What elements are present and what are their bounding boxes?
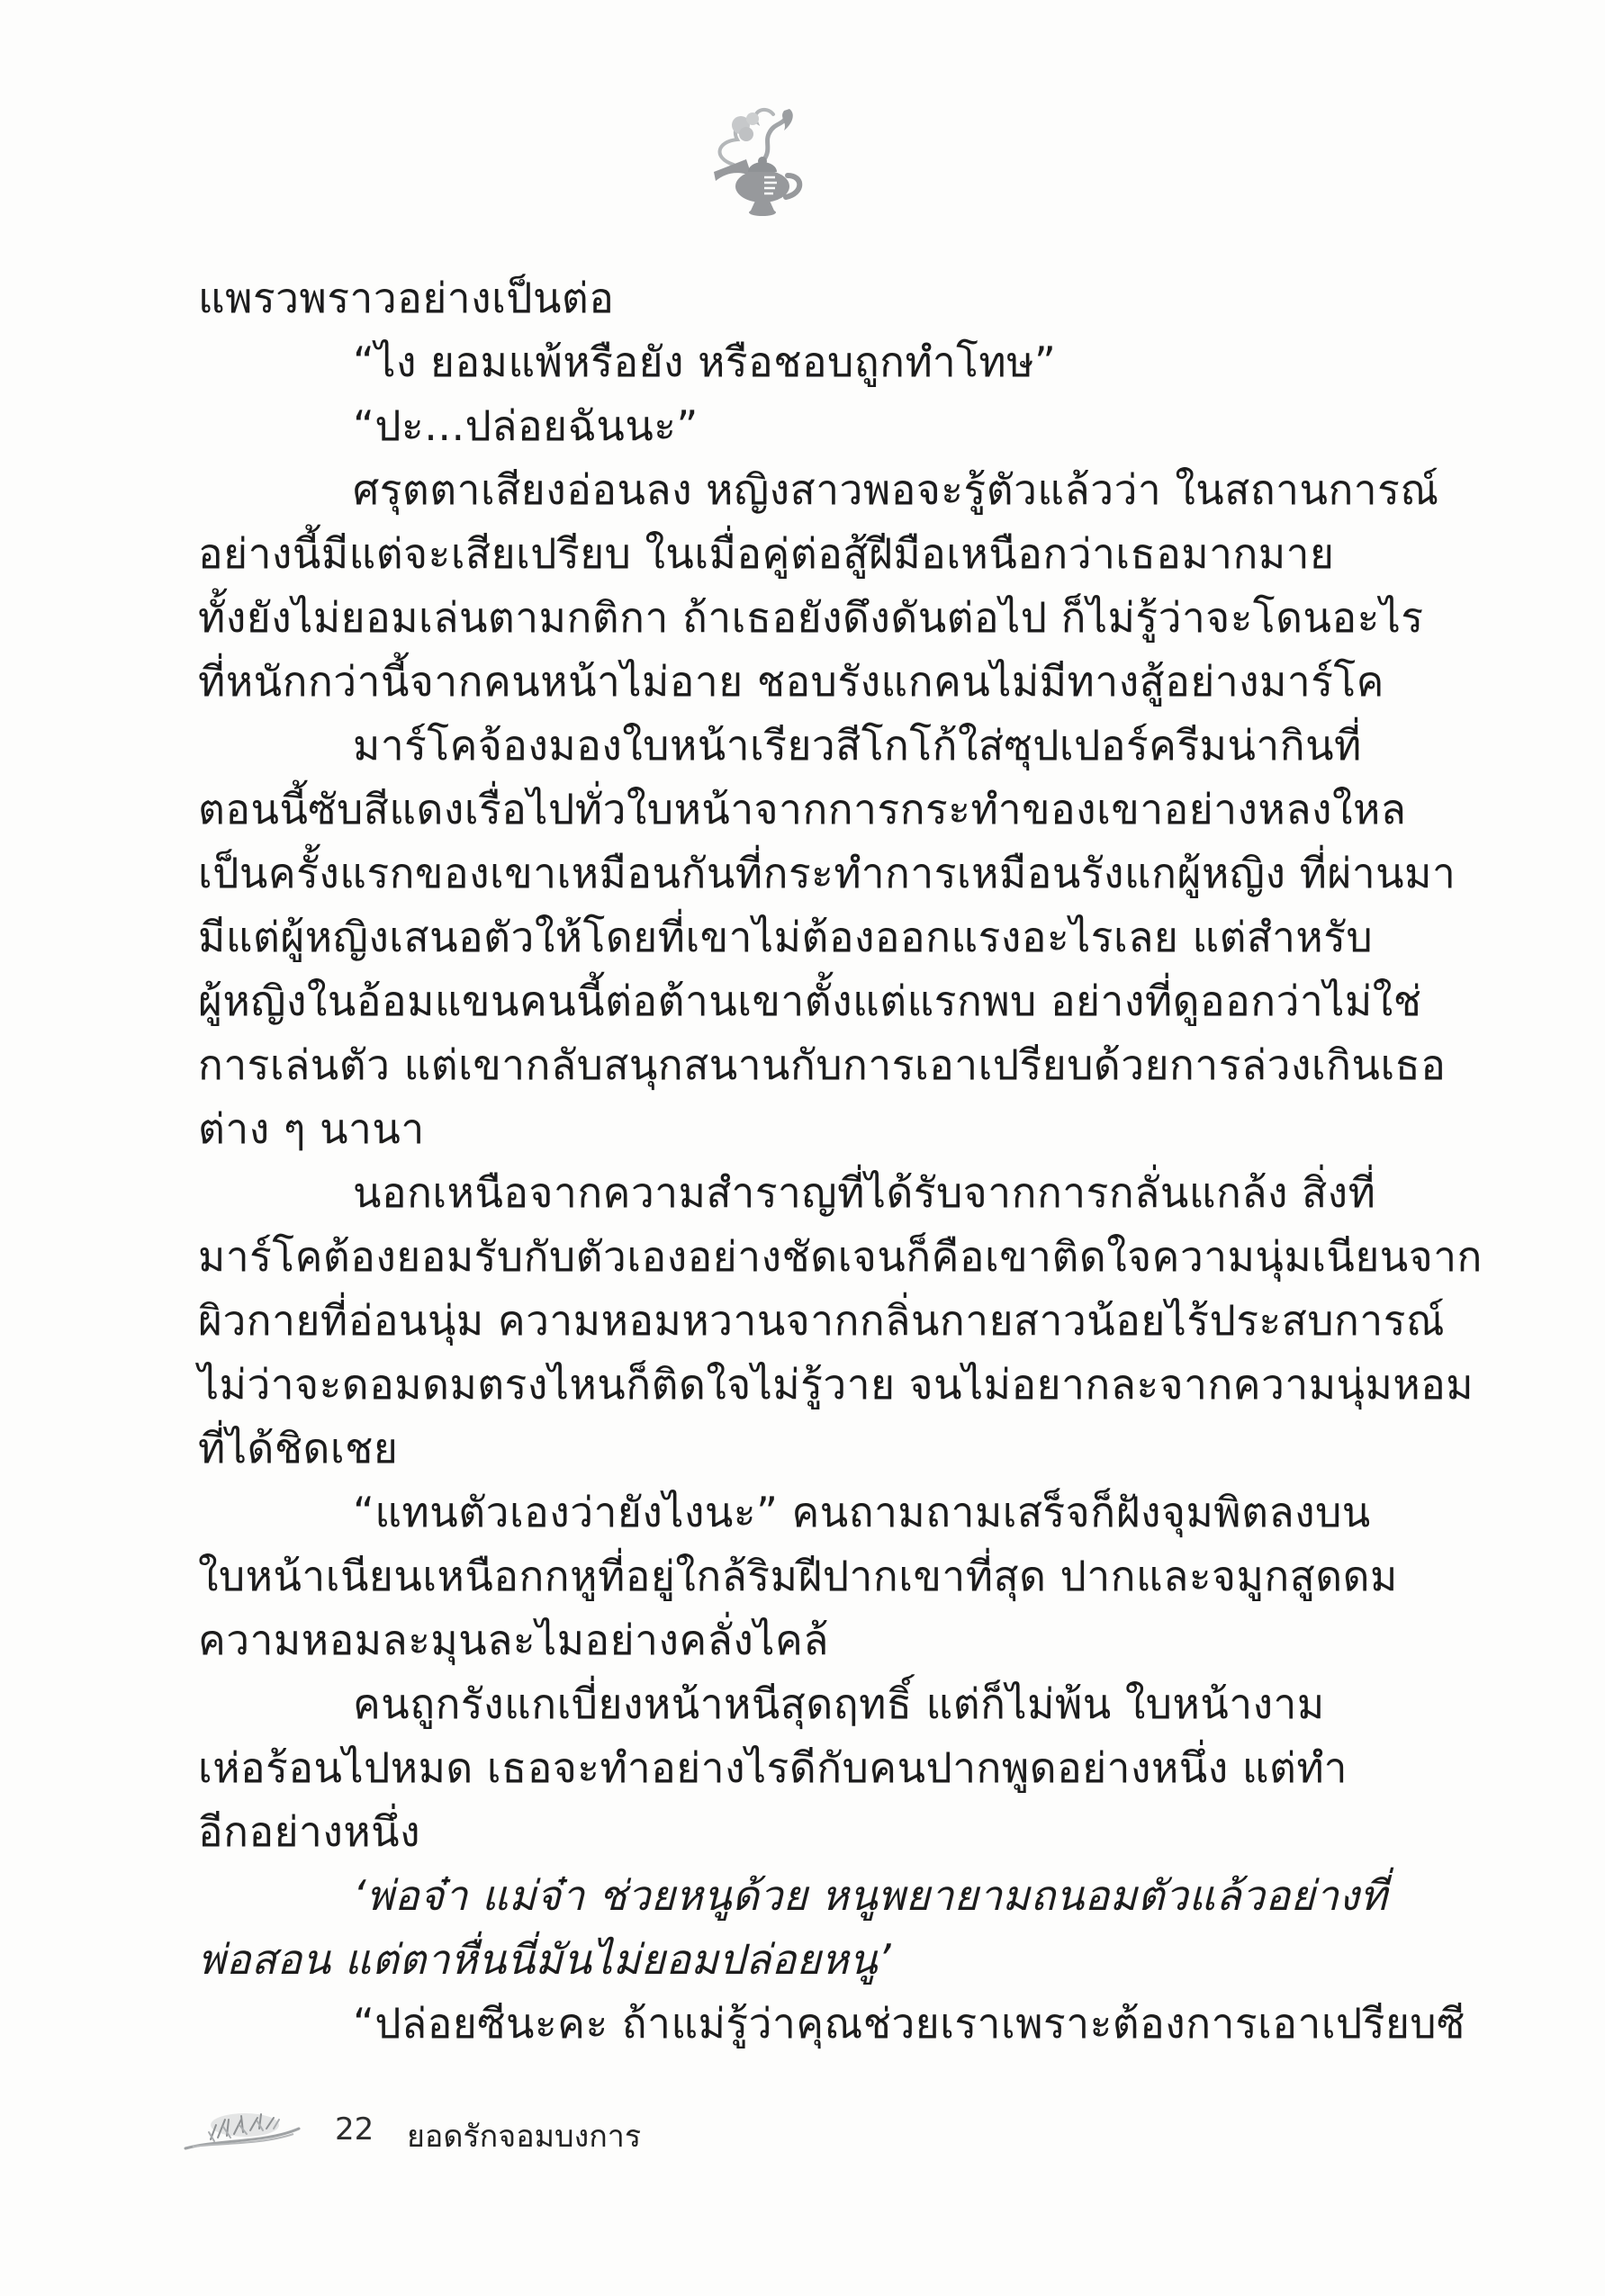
text-line: อีกอย่างหนึ่ง [198, 1807, 421, 1856]
text-line: ที่ได้ชิดเชย [198, 1424, 399, 1472]
book-title: ยอดรักจอมบงการ [407, 2119, 642, 2155]
text-line: “ไง ยอมแพ้หรือยัง หรือชอบถูกทำโทษ” [353, 338, 1057, 386]
text-line: ความหอมละมุนละไมอย่างคลั่งไคล้ [198, 1616, 829, 1664]
page-footer [0, 2097, 1605, 2169]
text-line: ตอนนี้ซับสีแดงเรื่อไปทั่วใบหน้าจากการกระทำของเขาอย่างหลงใหล [198, 785, 1407, 833]
text-line: ใบหน้าเนียนเหนือกกหูที่อยู่ใกล้ริมฝีปากเขาที่สุด ปากและจมูกสูดดม [198, 1552, 1398, 1600]
body-text [198, 266, 1483, 2056]
text-line: “ปะ...ปล่อยฉันนะ” [353, 401, 699, 450]
text-line: อย่างนี้มีแต่จะเสียเปรียบ ในเมื่อคู่ต่อสู้ฝีมือเหนือกว่าเธอมากมาย [198, 529, 1335, 578]
text-line: ‘พ่อจ๋า แม่จ๋า ช่วยหนูด้วย หนูพยายามถนอมตัวแล้วอย่างที่ [353, 1871, 1388, 1920]
text-line: ที่หนักกว่านี้จากคนหน้าไม่อาย ชอบรังแกคนไม่มีทางสู้อย่างมาร์โค [198, 657, 1384, 706]
text-line: การเล่นตัว แต่เขากลับสนุกสนานกับการเอาเปรียบด้วยการล่วงเกินเธอ [198, 1040, 1447, 1089]
text-line: ไม่ว่าจะดอมดมตรงไหนก็ติดใจไม่รู้วาย จนไม่อยากละจากความนุ่มหอม [198, 1360, 1474, 1409]
text-line: มาร์โคจ้องมองใบหน้าเรียวสีโกโก้ใส่ซุปเปอร์ครีมน่ากินที่ [353, 721, 1362, 770]
text-line: เห่อร้อนไปหมด เธอจะทำอย่างไรดีกับคนปากพูดอย่างหนึ่ง แต่ทำ [198, 1743, 1348, 1792]
text-line: ผิวกายที่อ่อนนุ่ม ความหอมหวานจากกลิ่นกายสาวน้อยไร้ประสบการณ์ [198, 1296, 1446, 1345]
text-line: นอกเหนือจากความสำราญที่ได้รับจากการกลั่นแกล้ง สิ่งที่ [353, 1168, 1376, 1217]
text-line: แพรวพราวอย่างเป็นต่อ [198, 274, 615, 322]
text-line: ทั้งยังไม่ยอมเล่นตามกติกา ถ้าเธอยังดึงดันต่อไป ก็ไม่รู้ว่าจะโดนอะไร [198, 593, 1424, 642]
text-line: “ปล่อยซีนะคะ ถ้าแม่รู้ว่าคุณช่วยเราเพราะต้องการเอาเปรียบซี [353, 1999, 1465, 2048]
text-line: ศรุตตาเสียงอ่อนลง หญิงสาวพอจะรู้ตัวแล้วว่า ในสถานการณ์ [353, 465, 1439, 514]
text-line: “แทนตัวเองว่ายังไงนะ” คนถามถามเสร็จก็ฝังจุมพิตลงบน [353, 1488, 1371, 1536]
text-line: คนถูกรังแกเบี่ยงหน้าหนีสุดฤทธิ์ แต่ก็ไม่พ้น ใบหน้างาม [353, 1679, 1325, 1728]
genie-lamp-smoke-icon [707, 104, 815, 221]
text-line: ต่าง ๆ นานา [198, 1104, 425, 1153]
text-line: มาร์โคต้องยอมรับกับตัวเองอย่างชัดเจนก็คือเขาติดใจความนุ่มเนียนจาก [198, 1232, 1483, 1281]
text-line: ผู้หญิงในอ้อมแขนคนนี้ต่อต้านเขาตั้งแต่แรกพบ อย่างที่ดูออกว่าไม่ใช่ [198, 977, 1422, 1025]
text-line: เป็นครั้งแรกของเขาเหมือนกันที่กระทำการเหมือนรังแกผู้หญิง ที่ผ่านมา [198, 849, 1456, 897]
text-line: มีแต่ผู้หญิงเสนอตัวให้โดยที่เขาไม่ต้องออกแรงอะไรเลย แต่สำหรับ [198, 913, 1374, 961]
text-line: พ่อสอน แต่ตาหื่นนี่มันไม่ยอมปล่อยหนู’ [198, 1935, 892, 1984]
page-number: 22 [335, 2111, 374, 2147]
grass-sketch-icon [180, 2102, 306, 2156]
